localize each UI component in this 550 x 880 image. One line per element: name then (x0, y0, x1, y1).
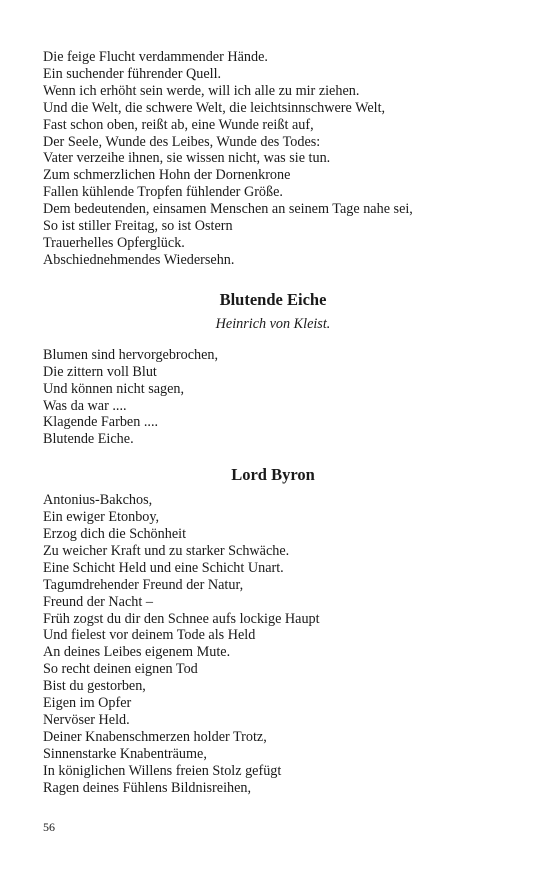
poem-line: Blutende Eiche. (43, 431, 134, 448)
poem-line: Freund der Nacht – (43, 593, 153, 610)
poem-line: Die zittern voll Blut (43, 363, 157, 380)
poem-line: Trauerhelles Opferglück. (43, 234, 185, 251)
poem-line: Deiner Knabenschmerzen holder Trotz, (43, 728, 267, 745)
poem-line: Bist du gestorben, (43, 678, 146, 695)
poem-line: Die feige Flucht verdammender Hände. (43, 49, 268, 65)
poem-line: Fast schon oben, reißt ab, eine Wunde reißt auf, (43, 116, 314, 133)
poem-line: Zu weicher Kraft und zu starker Schwäche. (43, 542, 290, 559)
poem-line: Und fielest vor deinem Tode als Held (43, 627, 256, 644)
poem-line: Eine Schicht Held und eine Schicht Unart. (43, 559, 284, 576)
poem-line: Eigen im Opfer (43, 695, 132, 712)
poem-lord-byron (43, 492, 513, 796)
poem-line: Tagumdrehender Freund der Natur, (43, 576, 244, 593)
page-number: 56 (43, 820, 55, 834)
poem-line: Fallen kühlende Tropfen fühlender Größe. (43, 184, 283, 201)
poem-line: Ein ewiger Etonboy, (43, 509, 160, 526)
poem-line: Und können nicht sagen, (43, 380, 185, 397)
poem-line: Der Seele, Wunde des Leibes, Wunde des Todes: (43, 133, 321, 150)
poem-line: Dem bedeutenden, einsamen Menschen an seinem Tage nahe sei, (43, 201, 413, 218)
poem-line: Wenn ich erhöht sein werde, will ich alle zu mir ziehen. (43, 82, 360, 99)
poem-line: Zum schmerzlichen Hohn der Dornenkrone (43, 167, 291, 184)
poem-line: An deines Leibes eigenem Mute. (43, 644, 231, 661)
poem-line: So ist stiller Freitag, so ist Ostern (43, 218, 233, 235)
poem-line: Ragen deines Fühlens Bildnisreihen, (43, 779, 252, 796)
poem-line: So recht deinen eignen Tod (43, 661, 198, 678)
poem-line: Was da war .... (43, 397, 127, 414)
poem-line: Vater verzeihe ihnen, sie wissen nicht, was sie tun. (43, 150, 331, 167)
poem-blutende-eiche (43, 347, 513, 448)
poem-line: In königlichen Willens freien Stolz gefügt (43, 762, 282, 779)
poem-title-lord-byron: Lord Byron (231, 465, 315, 485)
poem-line: Klagende Farben .... (43, 414, 159, 431)
poem-dedication: Heinrich von Kleist. (215, 315, 331, 332)
poem-line: Nervöser Held. (43, 712, 130, 728)
poem-line: Früh zogst du dir den Schnee aufs lockige Haupt (43, 610, 320, 627)
poem-line: Sinnenstarke Knabenträume, (43, 745, 207, 762)
poem-line: Antonius-Bakchos, (43, 492, 153, 509)
poem-line: Abschiednehmendes Wiedersehn. (43, 251, 235, 268)
poem-line: Und die Welt, die schwere Welt, die leichtsinnschwere Welt, (43, 99, 386, 116)
poem-title-blutende-eiche: Blutende Eiche (219, 289, 327, 309)
poem-line: Blumen sind hervorgebrochen, (43, 346, 219, 363)
poem-line: Erzog dich die Schönheit (43, 526, 187, 543)
poem-line: Ein suchender führender Quell. (43, 65, 222, 82)
page-body (43, 49, 513, 797)
poem-fragment (43, 49, 513, 269)
